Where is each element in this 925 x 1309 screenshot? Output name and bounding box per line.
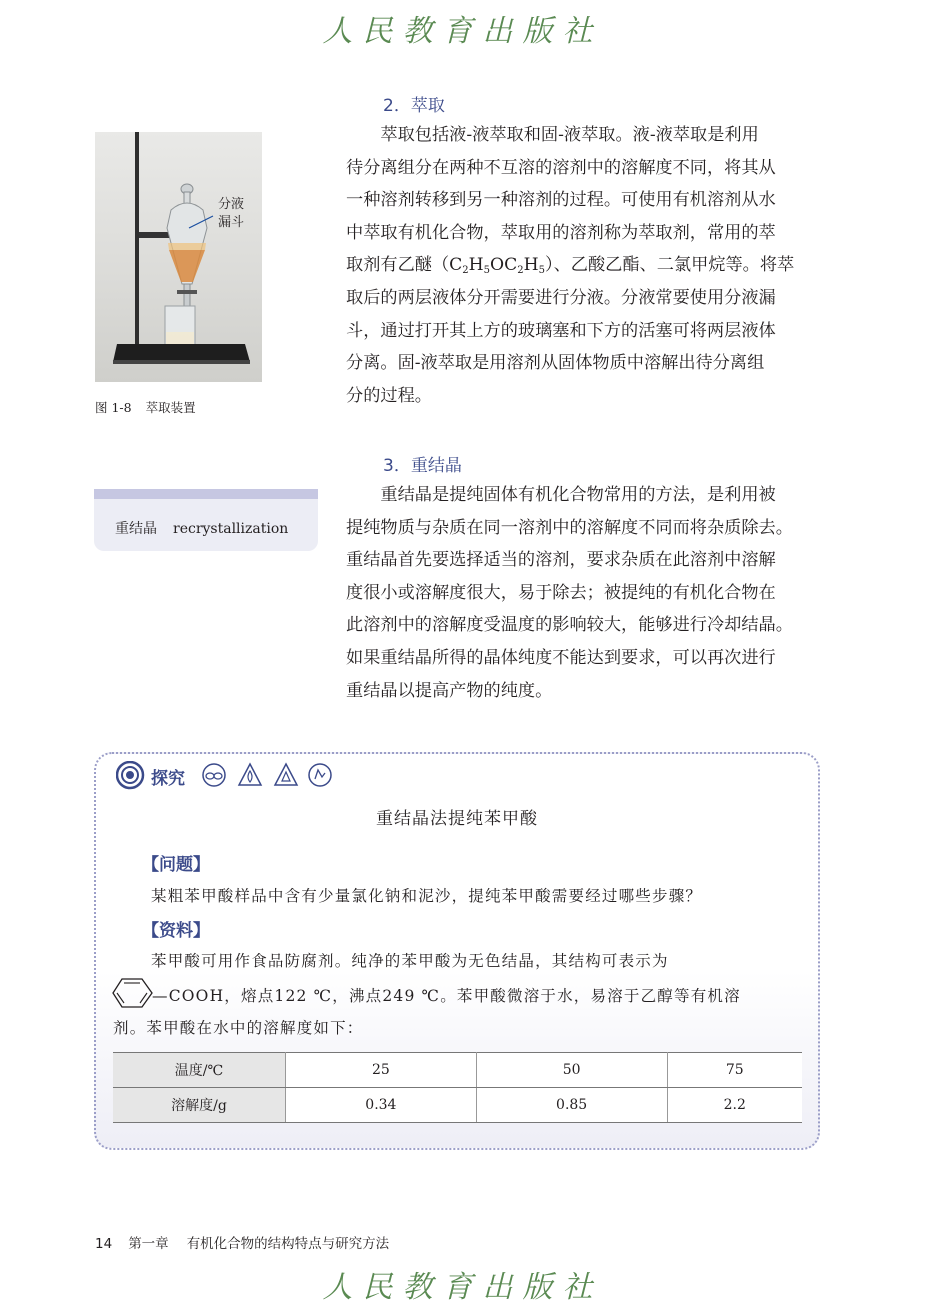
glossary-bar bbox=[94, 489, 318, 499]
publisher-logo-top: 人民教育出版社 bbox=[322, 14, 603, 49]
section-3-line-1: 重结晶是提纯固体有机化合物常用的方法，是利用被 bbox=[380, 485, 776, 505]
formula-suffix: ）、乙酸乙酯、二氯甲烷等。将萃 bbox=[545, 255, 795, 276]
figure-caption bbox=[95, 398, 196, 416]
material-label: 【资料】 bbox=[142, 921, 210, 941]
section-2-line-8: 分离。固-液萃取是用溶剂从固体物质中溶解出待分离组 bbox=[346, 353, 765, 374]
section-3-line-7: 重结晶以提高产物的纯度。 bbox=[346, 680, 553, 701]
glossary-term-zh: 重结晶 bbox=[115, 521, 157, 537]
section-3-line-6: 如果重结晶所得的晶体纯度不能达到要求，可以再次进行 bbox=[346, 647, 776, 668]
flame-warning-icon bbox=[239, 764, 261, 785]
formula-sub-4: 5 bbox=[538, 265, 546, 277]
section-2-title: 2．萃取 bbox=[383, 96, 445, 116]
target-icon bbox=[117, 762, 143, 788]
section-2-line-1: 萃取包括液-液萃取和固-液萃取。液-液萃取是利用 bbox=[380, 125, 759, 145]
formula-sub-1: 2 bbox=[462, 265, 469, 277]
chapter-number: 第一章 bbox=[128, 1236, 169, 1252]
explore-label: 探究 bbox=[151, 769, 185, 789]
wash-hands-icon bbox=[309, 764, 331, 786]
table-cell: 50 bbox=[476, 1053, 667, 1088]
funnel-label-line2: 漏斗 bbox=[218, 215, 245, 230]
page-footer bbox=[95, 1232, 389, 1252]
section-3-line-3: 重结晶首先要选择适当的溶剂，要求杂质在此溶剂中溶解 bbox=[346, 550, 776, 571]
formula-sub-3: 2 bbox=[517, 265, 524, 277]
explore-title: 重结晶法提纯苯甲酸 bbox=[376, 809, 538, 829]
funnel-label bbox=[218, 196, 244, 232]
section-2-line-3: 一种溶剂转移到另一种溶剂的过程。可使用有机溶剂从水 bbox=[346, 190, 776, 211]
section-3-body bbox=[346, 479, 820, 707]
section-3-line-5: 此溶剂中的溶解度受温度的影响较大，能够进行冷却结晶。 bbox=[346, 615, 793, 636]
extraction-apparatus-photo bbox=[95, 132, 262, 382]
explore-icons bbox=[116, 761, 336, 791]
formula-mid-2: OC bbox=[490, 255, 518, 276]
table-cell: 75 bbox=[667, 1053, 802, 1088]
page-number: 14 bbox=[95, 1236, 113, 1252]
table-cell: 0.85 bbox=[476, 1088, 667, 1123]
section-3-title: 3．重结晶 bbox=[383, 456, 462, 476]
section-2-line-4: 中萃取有机化合物，萃取用的溶剂称为萃取剂，常用的萃 bbox=[346, 222, 776, 243]
section-2-body bbox=[346, 119, 820, 412]
table-cell: 25 bbox=[286, 1053, 477, 1088]
question-text: 某粗苯甲酸样品中含有少量氯化钠和泥沙，提纯苯甲酸需要经过哪些步骤？ bbox=[151, 887, 703, 905]
formula-mid-3: H bbox=[523, 255, 539, 276]
hand-warning-icon bbox=[275, 764, 297, 785]
section-2-line-7: 斗，通过打开其上方的玻璃塞和下方的活塞可将两层液体 bbox=[346, 320, 776, 341]
material-line-1: 苯甲酸可用作食品防腐剂。纯净的苯甲酸为无色结晶，其结构可表示为 bbox=[151, 952, 669, 970]
section-2-line-9: 分的过程。 bbox=[346, 385, 432, 406]
material-line-3: 剂。苯甲酸在水中的溶解度如下： bbox=[113, 1019, 364, 1037]
funnel-label-line1: 分液 bbox=[218, 197, 245, 212]
table-row-temperature bbox=[113, 1053, 802, 1088]
separatory-funnel-illustration bbox=[95, 132, 262, 382]
formula-sub-2: 5 bbox=[483, 265, 491, 277]
section-2-line-6: 取后的两层液体分开需要进行分液。分液常要使用分液漏 bbox=[346, 287, 776, 308]
section-3-line-4: 度很小或溶解度很大，易于除去；被提纯的有机化合物在 bbox=[346, 582, 776, 603]
material-line-2: —COOH，熔点122 ℃，沸点249 ℃。苯甲酸微溶于水，易溶于乙醇等有机溶 bbox=[152, 987, 741, 1005]
publisher-logo-bottom: 人民教育出版社 bbox=[322, 1270, 603, 1305]
table-row-label: 溶解度/g bbox=[113, 1088, 286, 1123]
section-2-formula-line bbox=[346, 249, 820, 282]
table-row-solubility bbox=[113, 1088, 802, 1123]
question-label: 【问题】 bbox=[142, 855, 210, 875]
formula-mid-1: H bbox=[468, 255, 484, 276]
table-row-label: 温度/℃ bbox=[113, 1053, 286, 1088]
glossary-entry bbox=[115, 518, 288, 538]
glossary-term-en: recrystallization bbox=[173, 521, 289, 537]
table-cell: 0.34 bbox=[286, 1088, 477, 1123]
table-cell: 2.2 bbox=[667, 1088, 802, 1123]
goggles-icon bbox=[203, 764, 225, 786]
section-3-line-2: 提纯物质与杂质在同一溶剂中的溶解度不同而将杂质除去。 bbox=[346, 517, 793, 538]
figure-caption-text: 萃取装置 bbox=[145, 400, 196, 415]
figure-caption-number: 图 1-8 bbox=[95, 400, 132, 415]
formula-prefix: 取剂有乙醚（C bbox=[346, 255, 463, 276]
chapter-title: 有机化合物的结构特点与研究方法 bbox=[186, 1236, 390, 1252]
solubility-table bbox=[113, 1052, 802, 1123]
section-2-line-2: 待分离组分在两种不互溶的溶剂中的溶解度不同，将其从 bbox=[346, 157, 776, 178]
